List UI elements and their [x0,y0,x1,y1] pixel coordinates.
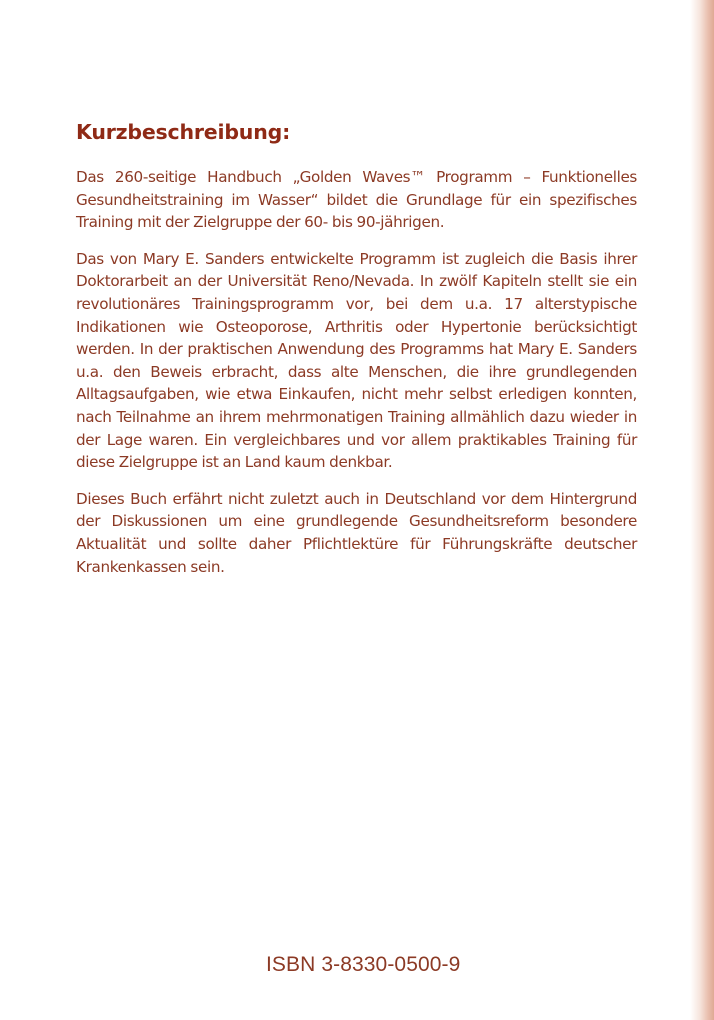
description-paragraph-1: Das 260-seitige Handbuch „Golden Waves™ Programm – Funktionelles Gesundheitstraining im Wasser“ bildet die Grundlage für ein spezifisches Training mit der Zielgruppe der 60- bis 90-jährigen. [76,168,637,232]
description-heading: Kurzbeschreibung: [76,120,291,144]
description-block [76,118,637,592]
description-paragraph-3: Dieses Buch erfährt nicht zuletzt auch in Deutschland vor dem Hintergrund der Diskussionen um eine grundlegende Gesundheitsreform besondere Aktualität und sollte daher Pflichtlektüre für Führungskräfte deutscher Krankenkassen sein. [76,489,637,576]
description-paragraph-2: Das von Mary E. Sanders entwickelte Programm ist zugleich die Basis ihrer Doktorarbeit an der Universität Reno/Nevada. In zwölf Kapiteln stellt sie ein revolutionäres Trainingsprogramm vor, bei dem u.a. 17 alterstypische Indikationen wie Osteoporose, Arthritis oder Hypertonie berücksichtigt werden. In der praktischen Anwendung des Programms hat Mary E. Sanders u.a. den Beweis erbracht, dass alte Menschen, die ihre grundlegenden Alltagsaufgaben, wie etwa Einkaufen, nicht mehr selbst erledigen konnten, nach Teilnahme an ihrem mehrmonatigen Training allmählich dazu wieder in der Lage waren. Ein vergleichbares und vor allem praktikables Training für diese Zielgruppe ist an Land kaum denkbar. [76,249,637,472]
isbn-number: ISBN 3-8330-0500-9 [266,953,461,976]
